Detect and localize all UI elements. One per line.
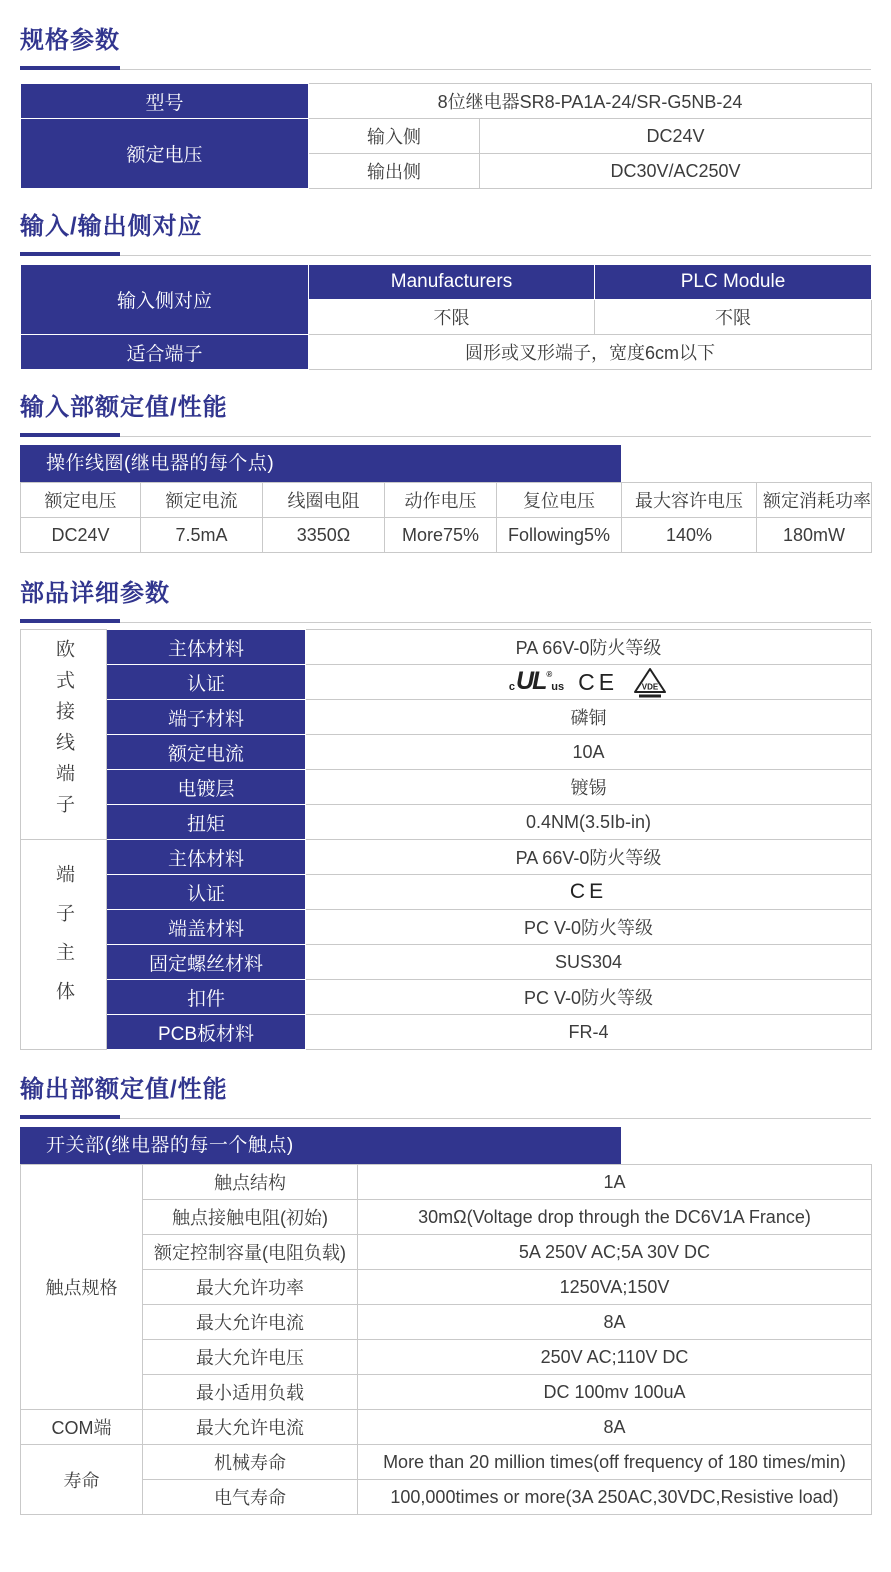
cell-value: 8A xyxy=(358,1305,872,1340)
col-header: 线圈电阻 xyxy=(263,483,385,518)
cULus-mark-icon: c UL ® us xyxy=(508,667,565,696)
manufacturers-value: 不限 xyxy=(309,300,595,335)
table-row xyxy=(21,770,872,805)
col-header: 额定电压 xyxy=(21,483,141,518)
cell-value: SUS304 xyxy=(306,945,872,980)
model-value: 8位继电器SR8-PA1A-24/SR-G5NB-24 xyxy=(309,84,872,119)
table-row xyxy=(21,1305,872,1340)
spec-table xyxy=(20,83,872,189)
section-input-perf xyxy=(20,395,871,553)
cell-value: PC V-0防火等级 xyxy=(306,980,872,1015)
table-row xyxy=(21,735,872,770)
table-row xyxy=(21,840,872,875)
subheader-switch-part: 开关部(继电器的每一个触点) xyxy=(20,1127,621,1164)
group-com-terminal: COM端 xyxy=(21,1410,143,1445)
cell-label: 最小适用负载 xyxy=(143,1375,358,1410)
table-row xyxy=(21,700,872,735)
table-row xyxy=(21,1235,872,1270)
cell-label: 扭矩 xyxy=(107,805,306,840)
cell-label: 最大允许电压 xyxy=(143,1340,358,1375)
cell-value: 5A 250V AC;5A 30V DC xyxy=(358,1235,872,1270)
section-title-parts: 部品详细参数 xyxy=(20,580,170,607)
parts-table xyxy=(20,629,872,1050)
cell-value: 250V AC;110V DC xyxy=(358,1340,872,1375)
cell-value: FR-4 xyxy=(306,1015,872,1050)
table-row xyxy=(21,910,872,945)
table-row xyxy=(21,630,872,665)
col-header: 动作电压 xyxy=(385,483,497,518)
group-contact-spec: 触点规格 xyxy=(21,1165,143,1410)
terminal-value: 圆形或叉形端子，宽度6cm以下 xyxy=(309,335,872,370)
cell-value: DC24V xyxy=(21,518,141,553)
input-side-label: 输入侧 xyxy=(309,119,480,154)
table-row xyxy=(21,875,872,910)
divider-accent xyxy=(20,1115,120,1119)
cell-value: 10A xyxy=(306,735,872,770)
cell-label: 端子材料 xyxy=(107,700,306,735)
table-row xyxy=(21,1200,872,1235)
section-output-perf xyxy=(20,1077,871,1515)
cell-label: 电镀层 xyxy=(107,770,306,805)
table-row xyxy=(21,1015,872,1050)
cell-value: 1250VA;150V xyxy=(358,1270,872,1305)
group-label: 端子主体 xyxy=(53,864,74,1020)
divider-accent xyxy=(20,252,120,256)
cell-label: 最大允许电流 xyxy=(143,1410,358,1445)
table-row xyxy=(21,1340,872,1375)
table-row xyxy=(21,119,872,154)
table-row xyxy=(21,1270,872,1305)
output-side-label: 输出侧 xyxy=(309,154,480,189)
col-header: 额定消耗功率 xyxy=(757,483,872,518)
terminal-label: 适合端子 xyxy=(21,335,309,370)
cell-value: Following5% xyxy=(497,518,622,553)
table-row xyxy=(21,1375,872,1410)
input-side-value: DC24V xyxy=(480,119,872,154)
column-header-plc-module: PLC Module xyxy=(595,265,872,300)
cell-value: 30mΩ(Voltage drop through the DC6V1A France) xyxy=(358,1200,872,1235)
table-header-row xyxy=(21,483,872,518)
title-divider xyxy=(20,433,871,437)
cell-value: More than 20 million times(off frequency of 180 times/min) xyxy=(358,1445,872,1480)
ce-mark-icon: CE xyxy=(578,668,619,695)
subheader-operating-coil: 操作线圈(继电器的每个点) xyxy=(20,445,621,482)
title-divider xyxy=(20,1115,871,1119)
table-row xyxy=(21,265,872,300)
table-row xyxy=(21,84,872,119)
cell-value: 0.4NM(3.5Ib-in) xyxy=(306,805,872,840)
cell-label: 触点接触电阻(初始) xyxy=(143,1200,358,1235)
table-row xyxy=(21,980,872,1015)
col-header: 复位电压 xyxy=(497,483,622,518)
divider-line xyxy=(20,436,871,437)
cell-value: PC V-0防火等级 xyxy=(306,910,872,945)
cell-value: 8A xyxy=(358,1410,872,1445)
table-row xyxy=(21,805,872,840)
table-row xyxy=(21,1165,872,1200)
cell-label: 主体材料 xyxy=(107,840,306,875)
table-row xyxy=(21,665,872,700)
vde-mark-icon xyxy=(632,666,668,698)
cell-label: 扣件 xyxy=(107,980,306,1015)
cell-label: PCB板材料 xyxy=(107,1015,306,1050)
group-terminal-body xyxy=(21,840,107,1050)
divider-accent xyxy=(20,433,120,437)
rated-voltage-label: 额定电压 xyxy=(21,119,309,189)
cell-value: 1A xyxy=(358,1165,872,1200)
cell-value: 100,000times or more(3A 250AC,30VDC,Resistive load) xyxy=(358,1480,872,1515)
cell-value: 7.5mA xyxy=(141,518,263,553)
section-title-output-perf: 输出部额定值/性能 xyxy=(20,1076,228,1103)
table-row xyxy=(21,1410,872,1445)
input-side-corr-label: 输入侧对应 xyxy=(21,265,309,335)
divider-line xyxy=(20,69,871,70)
certification-marks xyxy=(306,665,872,700)
section-title-io: 输入/输出侧对应 xyxy=(20,213,203,240)
table-row xyxy=(21,945,872,980)
cell-label: 固定螺丝材料 xyxy=(107,945,306,980)
cell-label: 端盖材料 xyxy=(107,910,306,945)
section-io xyxy=(20,214,871,370)
cell-label: 最大允许功率 xyxy=(143,1270,358,1305)
section-parts xyxy=(20,581,871,1050)
cell-label: 最大允许电流 xyxy=(143,1305,358,1340)
cert-marks-group xyxy=(509,666,668,698)
io-table xyxy=(20,264,872,370)
input-perf-table xyxy=(20,482,872,553)
cell-value: PA 66V-0防火等级 xyxy=(306,630,872,665)
cell-value: DC 100mv 100uA xyxy=(358,1375,872,1410)
section-title-input-perf: 输入部额定值/性能 xyxy=(20,394,228,421)
cell-value: 磷铜 xyxy=(306,700,872,735)
cell-label: 认证 xyxy=(107,875,306,910)
cell-label: 认证 xyxy=(107,665,306,700)
cell-value: 140% xyxy=(622,518,757,553)
cell-label: 机械寿命 xyxy=(143,1445,358,1480)
title-divider xyxy=(20,619,871,623)
divider-line xyxy=(20,622,871,623)
svg-text:VDE: VDE xyxy=(641,682,659,692)
model-label: 型号 xyxy=(21,84,309,119)
ce-mark-icon: CE xyxy=(569,880,608,903)
divider-line xyxy=(20,255,871,256)
cell-label: 触点结构 xyxy=(143,1165,358,1200)
title-divider xyxy=(20,66,871,70)
table-row xyxy=(21,518,872,553)
column-header-manufacturers: Manufacturers xyxy=(309,265,595,300)
cell-value: PA 66V-0防火等级 xyxy=(306,840,872,875)
output-perf-table xyxy=(20,1164,872,1515)
col-header: 最大容许电压 xyxy=(622,483,757,518)
group-lifespan: 寿命 xyxy=(21,1445,143,1515)
cell-value: More75% xyxy=(385,518,497,553)
table-row xyxy=(21,1445,872,1480)
section-spec xyxy=(20,28,871,189)
cell-value: 180mW xyxy=(757,518,872,553)
group-euro-terminal xyxy=(21,630,107,840)
title-divider xyxy=(20,252,871,256)
divider-accent xyxy=(20,619,120,623)
cell-label: 电气寿命 xyxy=(143,1480,358,1515)
table-row xyxy=(21,1480,872,1515)
divider-accent xyxy=(20,66,120,70)
cell-value: 镀锡 xyxy=(306,770,872,805)
cell-value: 3350Ω xyxy=(263,518,385,553)
cell-label: 主体材料 xyxy=(107,630,306,665)
cell-label: 额定控制容量(电阻负载) xyxy=(143,1235,358,1270)
output-side-value: DC30V/AC250V xyxy=(480,154,872,189)
cell-label: 额定电流 xyxy=(107,735,306,770)
section-title-spec: 规格参数 xyxy=(20,27,120,54)
plc-module-value: 不限 xyxy=(595,300,872,335)
col-header: 额定电流 xyxy=(141,483,263,518)
certification-marks xyxy=(306,875,872,910)
table-row xyxy=(21,335,872,370)
group-label: 欧式接线端子 xyxy=(53,639,74,825)
divider-line xyxy=(20,1118,871,1119)
